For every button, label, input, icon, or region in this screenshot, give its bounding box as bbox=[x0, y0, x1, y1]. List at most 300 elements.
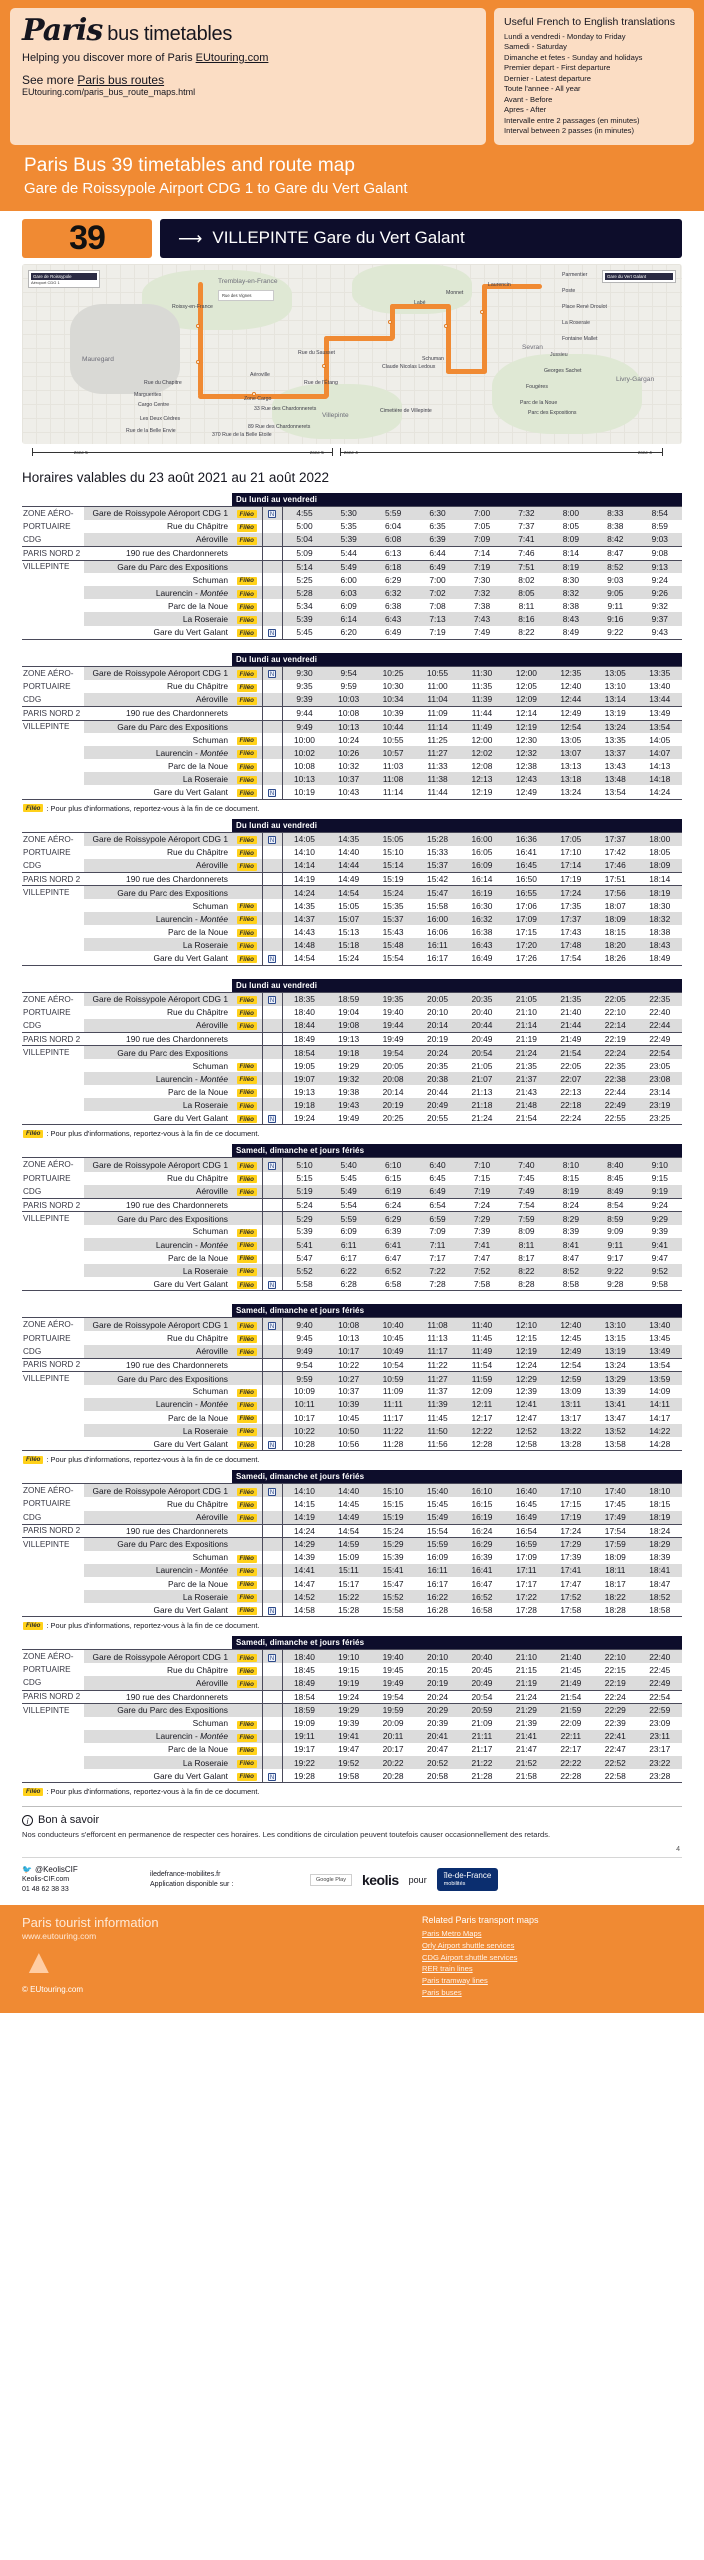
departure-time-cell: 7:32 bbox=[504, 506, 548, 520]
noctilien-badge-cell bbox=[262, 533, 282, 547]
departure-time-cell: 21:07 bbox=[460, 1072, 504, 1085]
departure-time-cell: 17:47 bbox=[549, 1577, 593, 1590]
fileo-badge-cell bbox=[232, 1676, 262, 1690]
departure-time-cell: 16:41 bbox=[504, 846, 548, 859]
departure-time-cell: 20:05 bbox=[415, 992, 459, 1006]
departure-time-cell: 8:22 bbox=[504, 626, 548, 640]
departure-time-cell: 19:38 bbox=[326, 1085, 370, 1098]
departure-time-cell: 20:24 bbox=[415, 1046, 459, 1059]
zone-cell bbox=[22, 1085, 84, 1098]
table-row bbox=[22, 1032, 682, 1046]
departure-time-cell: 9:19 bbox=[638, 1185, 683, 1199]
table-row bbox=[22, 1704, 682, 1717]
table-row bbox=[22, 859, 682, 873]
fileo-badge: Filéo bbox=[237, 1009, 257, 1017]
departure-time-cell: 22:22 bbox=[549, 1756, 593, 1769]
departure-time-cell: 7:52 bbox=[460, 1264, 504, 1277]
departure-time-cell: 10:17 bbox=[282, 1411, 326, 1424]
departure-time-cell: 16:43 bbox=[460, 938, 504, 951]
stop-name-cell: Gare du Vert Galant bbox=[84, 626, 232, 640]
fileo-badge-cell bbox=[232, 1437, 262, 1451]
twitter-row[interactable] bbox=[22, 1864, 140, 1875]
map-stop-label: Schuman bbox=[422, 355, 444, 362]
departure-time-cell: 16:17 bbox=[415, 951, 459, 965]
departure-time-cell: 20:15 bbox=[415, 1663, 459, 1676]
zone-cell: PARIS NORD 2 bbox=[22, 1032, 84, 1046]
related-link[interactable]: Paris tramway lines bbox=[422, 1976, 488, 1986]
departure-time-cell: 13:07 bbox=[549, 746, 593, 759]
route-number-badge: 39 bbox=[22, 219, 152, 258]
table-spacer bbox=[22, 970, 682, 979]
zone-cell: VILLEPINTE bbox=[22, 720, 84, 733]
departure-time-cell: 13:35 bbox=[638, 666, 683, 680]
fileo-badge-cell bbox=[232, 1551, 262, 1564]
departure-time-cell: 7:41 bbox=[460, 1238, 504, 1251]
route-map[interactable] bbox=[22, 264, 682, 444]
stop-name-cell: 190 rue des Chardonnerets bbox=[84, 1524, 232, 1538]
departure-time-cell: 14:18 bbox=[638, 772, 683, 785]
zone-cell: VILLEPINTE bbox=[22, 1538, 84, 1551]
departure-time-cell: 20:19 bbox=[415, 1676, 459, 1690]
departure-time-cell: 12:38 bbox=[504, 759, 548, 772]
departure-time-cell: 6:29 bbox=[371, 1212, 415, 1225]
departure-time-cell: 9:29 bbox=[638, 1212, 683, 1225]
fileo-footnote-text: : Pour plus d'informations, reportez-vous à la fin de ce document. bbox=[46, 803, 260, 813]
noctilien-badge-cell bbox=[262, 1650, 282, 1664]
departure-time-cell: 6:17 bbox=[326, 1251, 370, 1264]
map-stop-label: Fougères bbox=[526, 383, 548, 390]
departure-time-cell: 8:47 bbox=[549, 1251, 593, 1264]
departure-time-cell: 9:22 bbox=[593, 626, 637, 640]
fileo-badge-cell bbox=[232, 925, 262, 938]
fileo-badge: Filéo bbox=[237, 697, 257, 705]
paris-bus-routes-link[interactable]: Paris bus routes bbox=[77, 73, 165, 87]
departure-time-cell: 19:18 bbox=[326, 1046, 370, 1059]
departure-time-cell: 6:44 bbox=[415, 546, 459, 560]
departure-time-cell: 7:08 bbox=[415, 599, 459, 612]
noctilien-badge-cell bbox=[262, 1484, 282, 1498]
departure-time-cell: 12:17 bbox=[460, 1411, 504, 1424]
departure-time-cell: 10:13 bbox=[282, 772, 326, 785]
noctilien-icon: N bbox=[269, 956, 275, 963]
departure-time-cell: 21:54 bbox=[504, 1111, 548, 1125]
departure-time-cell: 13:40 bbox=[638, 1318, 683, 1332]
departure-time-cell: 9:17 bbox=[593, 1251, 637, 1264]
departure-time-cell: 12:43 bbox=[504, 772, 548, 785]
fileo-badge: Filéo bbox=[237, 863, 257, 871]
stop-name-cell: La Roseraie bbox=[84, 1098, 232, 1111]
departure-time-cell: 21:44 bbox=[549, 1019, 593, 1033]
departure-time-cell: 14:47 bbox=[282, 1577, 326, 1590]
fileo-badge-cell bbox=[232, 1385, 262, 1398]
departure-time-cell: 17:15 bbox=[504, 925, 548, 938]
departure-time-cell: 14:48 bbox=[282, 938, 326, 951]
departure-time-cell: 22:49 bbox=[638, 1676, 683, 1690]
departure-time-cell: 6:41 bbox=[371, 1238, 415, 1251]
departure-time-cell: 22:05 bbox=[593, 992, 637, 1006]
departure-time-cell: 10:09 bbox=[282, 1385, 326, 1398]
map-stop-label: Marguerites bbox=[134, 391, 162, 398]
noctilien-badge-cell bbox=[262, 1437, 282, 1451]
route-bar-wrap bbox=[0, 211, 704, 258]
map-place-label: Livry-Gargan bbox=[616, 375, 655, 383]
stop-name-cell: Schuman bbox=[84, 899, 232, 912]
related-link[interactable]: Paris Metro Maps bbox=[422, 1928, 482, 1938]
departure-time-cell: 11:33 bbox=[415, 759, 459, 772]
zone-cell: PARIS NORD 2 bbox=[22, 1358, 84, 1372]
zone-cell: PORTUAIRE bbox=[22, 1663, 84, 1676]
idfm-website[interactable]: iledefrance-mobilites.fr bbox=[150, 1870, 221, 1878]
departure-time-cell: 7:00 bbox=[415, 573, 459, 586]
departure-time-cell: 15:40 bbox=[415, 1484, 459, 1498]
departure-time-cell: 16:17 bbox=[415, 1577, 459, 1590]
departure-time-cell: 9:05 bbox=[593, 586, 637, 599]
departure-time-cell: 6:35 bbox=[415, 520, 459, 533]
departure-time-cell: 18:54 bbox=[282, 1690, 326, 1704]
table-row bbox=[22, 1372, 682, 1385]
departure-time-cell: 8:05 bbox=[549, 520, 593, 533]
departure-time-cell: 6:22 bbox=[326, 1264, 370, 1277]
banner-subtitle[interactable]: www.eutouring.com bbox=[22, 1930, 97, 1941]
departure-time-cell: 14:37 bbox=[282, 912, 326, 925]
departure-time-cell: 22:10 bbox=[593, 1650, 637, 1664]
day-header-spacer bbox=[22, 1636, 232, 1650]
departure-time-cell: 23:28 bbox=[638, 1769, 683, 1783]
departure-time-cell: 5:40 bbox=[326, 1158, 370, 1172]
departure-time-cell: 19:29 bbox=[326, 1704, 370, 1717]
fileo-badge-cell bbox=[232, 1006, 262, 1019]
departure-time-cell: 18:29 bbox=[638, 1538, 683, 1551]
fileo-badge: Filéo bbox=[237, 629, 257, 637]
departure-time-cell: 19:08 bbox=[326, 1019, 370, 1033]
departure-time-cell: 8:52 bbox=[549, 1264, 593, 1277]
stop-name-cell: Aéroville bbox=[84, 1511, 232, 1525]
departure-time-cell: 13:54 bbox=[638, 720, 683, 733]
table-row bbox=[22, 560, 682, 573]
zone-cell: VILLEPINTE bbox=[22, 1212, 84, 1225]
stop-name-cell: La Roseraie bbox=[84, 772, 232, 785]
departure-time-cell: 20:25 bbox=[371, 1111, 415, 1125]
departure-time-cell: 7:47 bbox=[460, 1251, 504, 1264]
departure-time-cell: 18:22 bbox=[593, 1590, 637, 1603]
departure-time-cell: 6:54 bbox=[415, 1198, 459, 1212]
departure-time-cell: 5:10 bbox=[282, 1158, 326, 1172]
departure-time-cell: 19:24 bbox=[282, 1111, 326, 1125]
departure-time-cell: 23:19 bbox=[638, 1098, 683, 1111]
keolis-website[interactable]: Keolis-CIF.com bbox=[22, 1876, 70, 1884]
departure-time-cell: 19:09 bbox=[282, 1717, 326, 1730]
departure-time-cell: 15:13 bbox=[326, 925, 370, 938]
map-stop-label: Georges Sachet bbox=[544, 367, 582, 374]
departure-time-cell: 11:40 bbox=[460, 1318, 504, 1332]
stop-name-cell: Parc de la Noue bbox=[84, 1743, 232, 1756]
departure-time-cell: 7:40 bbox=[504, 1158, 548, 1172]
departure-time-cell: 22:19 bbox=[593, 1032, 637, 1046]
departure-time-cell: 8:49 bbox=[549, 626, 593, 640]
departure-time-cell: 14:05 bbox=[282, 832, 326, 846]
day-label: Du lundi au vendredi bbox=[232, 653, 682, 667]
departure-time-cell: 15:05 bbox=[326, 899, 370, 912]
departure-time-cell: 5:25 bbox=[282, 573, 326, 586]
departure-time-cell: 13:24 bbox=[593, 1358, 637, 1372]
departure-time-cell: 18:09 bbox=[593, 1551, 637, 1564]
departure-time-cell: 7:22 bbox=[415, 1264, 459, 1277]
departure-time-cell: 10:45 bbox=[371, 1331, 415, 1344]
departure-time-cell: 22:10 bbox=[593, 1006, 637, 1019]
fileo-badge-cell bbox=[232, 1704, 262, 1717]
departure-time-cell: 12:49 bbox=[504, 785, 548, 799]
stop-name-cell: Gare du Parc des Expositions bbox=[84, 720, 232, 733]
departure-time-cell: 18:19 bbox=[638, 886, 683, 899]
departure-time-cell: 6:00 bbox=[326, 573, 370, 586]
related-link[interactable]: RER train lines bbox=[422, 1964, 473, 1974]
stop-name-cell: Laurencin - Montée bbox=[84, 912, 232, 925]
zone-cell: CDG bbox=[22, 1185, 84, 1199]
table-row bbox=[22, 1212, 682, 1225]
noctilien-badge-cell bbox=[262, 1511, 282, 1525]
departure-time-cell: 19:29 bbox=[326, 1059, 370, 1072]
departure-time-cell: 6:03 bbox=[326, 586, 370, 599]
departure-time-cell: 18:15 bbox=[638, 1497, 683, 1510]
stop-name-cell: Rue du Châpitre bbox=[84, 1006, 232, 1019]
banner-copyright: © EUtouring.com bbox=[22, 1984, 84, 1994]
departure-time-cell: 19:10 bbox=[326, 1650, 370, 1664]
fileo-badge-cell bbox=[232, 1059, 262, 1072]
departure-time-cell: 5:34 bbox=[282, 599, 326, 612]
departure-time-cell: 20:47 bbox=[415, 1743, 459, 1756]
related-link[interactable]: Paris buses bbox=[422, 1987, 462, 1997]
stop-name-cell: Gare du Parc des Expositions bbox=[84, 1372, 232, 1385]
brand-script-text: Paris bbox=[22, 13, 103, 48]
table-row bbox=[22, 1158, 682, 1172]
see-more-url: EUtouring.com/paris_bus_route_maps.html bbox=[22, 87, 196, 97]
departure-time-cell: 13:39 bbox=[593, 1385, 637, 1398]
departure-time-cell: 11:08 bbox=[415, 1318, 459, 1332]
fileo-badge-cell bbox=[232, 992, 262, 1006]
departure-time-cell: 15:19 bbox=[371, 1511, 415, 1525]
departure-time-cell: 14:14 bbox=[282, 859, 326, 873]
departure-time-cell: 9:37 bbox=[638, 612, 683, 625]
noctilien-icon: N bbox=[269, 998, 275, 1005]
departure-time-cell: 10:59 bbox=[371, 1372, 415, 1385]
departure-time-cell: 19:19 bbox=[326, 1676, 370, 1690]
departure-time-cell: 22:05 bbox=[549, 1059, 593, 1072]
table-row bbox=[22, 1717, 682, 1730]
departure-time-cell: 15:18 bbox=[326, 938, 370, 951]
departure-time-cell: 20:49 bbox=[460, 1032, 504, 1046]
keolis-footer bbox=[22, 1857, 682, 1901]
departure-time-cell: 11:39 bbox=[415, 1398, 459, 1411]
fileo-badge-cell bbox=[232, 759, 262, 772]
departure-time-cell: 21:40 bbox=[549, 1006, 593, 1019]
departure-time-cell: 22:55 bbox=[593, 1111, 637, 1125]
departure-time-cell: 10:56 bbox=[326, 1437, 370, 1451]
noctilien-badge-cell bbox=[262, 1358, 282, 1372]
map-stop-label: 89 Rue des Chardonnerets bbox=[248, 423, 311, 430]
departure-time-cell: 14:19 bbox=[282, 1511, 326, 1525]
departure-time-cell: 9:28 bbox=[593, 1277, 637, 1291]
departure-time-cell: 7:24 bbox=[460, 1198, 504, 1212]
banner-right bbox=[422, 1915, 682, 1999]
zone-cell bbox=[22, 1111, 84, 1125]
map-stop-label: Rue du Sausset bbox=[298, 349, 335, 356]
departure-time-cell: 8:42 bbox=[593, 533, 637, 547]
departure-time-cell: 21:05 bbox=[460, 1059, 504, 1072]
fileo-badge-cell bbox=[232, 706, 262, 720]
departure-time-cell: 21:13 bbox=[460, 1085, 504, 1098]
departure-time-cell: 6:18 bbox=[371, 560, 415, 573]
departure-time-cell: 15:07 bbox=[326, 912, 370, 925]
departure-time-cell: 18:05 bbox=[638, 846, 683, 859]
departure-time-cell: 12:29 bbox=[504, 1372, 548, 1385]
departure-time-cell: 17:20 bbox=[504, 938, 548, 951]
departure-time-cell: 20:44 bbox=[415, 1085, 459, 1098]
departure-time-cell: 16:00 bbox=[460, 832, 504, 846]
keolis-logo: keolis bbox=[361, 1871, 399, 1888]
related-link[interactable]: Orly Airport shuttle services bbox=[422, 1940, 515, 1950]
see-more-prefix: See more bbox=[22, 73, 78, 87]
departure-time-cell: 15:48 bbox=[371, 938, 415, 951]
eutouring-link[interactable]: EUtouring.com bbox=[195, 52, 269, 64]
departure-time-cell: 21:24 bbox=[460, 1111, 504, 1125]
departure-time-cell: 16:45 bbox=[504, 1497, 548, 1510]
zone-cell bbox=[22, 1437, 84, 1451]
noctilien-badge-cell bbox=[262, 1676, 282, 1690]
departure-time-cell: 13:43 bbox=[593, 759, 637, 772]
departure-time-cell: 15:24 bbox=[371, 1524, 415, 1538]
departure-time-cell: 22:44 bbox=[638, 1019, 683, 1033]
zone-cell bbox=[22, 1743, 84, 1756]
departure-time-cell: 18:07 bbox=[593, 899, 637, 912]
timetable bbox=[22, 1144, 682, 1291]
map-end-box bbox=[602, 270, 676, 283]
departure-time-cell: 16:14 bbox=[460, 872, 504, 886]
translation-line: Samedi - Saturday bbox=[504, 42, 567, 52]
departure-time-cell: 6:45 bbox=[415, 1172, 459, 1185]
twitter-handle[interactable]: @KeolisCIF bbox=[34, 1865, 78, 1875]
departure-time-cell: 10:44 bbox=[371, 720, 415, 733]
departure-time-cell: 12:39 bbox=[504, 1385, 548, 1398]
table-row bbox=[22, 832, 682, 846]
fileo-badge-cell bbox=[232, 1730, 262, 1743]
good-to-know-block bbox=[22, 1806, 682, 1840]
departure-time-cell: 10:55 bbox=[415, 666, 459, 680]
zone-cell bbox=[22, 573, 84, 586]
zone-cell: ZONE AÉRO- bbox=[22, 1484, 84, 1498]
zone-cell bbox=[22, 1098, 84, 1111]
departure-time-cell: 14:49 bbox=[326, 1511, 370, 1525]
departure-time-cell: 14:13 bbox=[638, 759, 683, 772]
translation-line: Premier depart - First departure bbox=[504, 63, 611, 73]
departure-time-cell: 5:44 bbox=[326, 546, 370, 560]
noctilien-badge-cell bbox=[262, 1111, 282, 1125]
stop-name-cell: 190 rue des Chardonnerets bbox=[84, 546, 232, 560]
departure-time-cell: 16:09 bbox=[415, 1551, 459, 1564]
table-row bbox=[22, 506, 682, 520]
departure-time-cell: 21:28 bbox=[460, 1769, 504, 1783]
departure-time-cell: 5:49 bbox=[326, 1185, 370, 1199]
zone-cell: PARIS NORD 2 bbox=[22, 706, 84, 720]
table-row bbox=[22, 1345, 682, 1359]
fileo-badge: Filéo bbox=[237, 1022, 257, 1030]
fileo-badge-cell bbox=[232, 1756, 262, 1769]
noctilien-badge-cell bbox=[262, 1225, 282, 1238]
departure-time-cell: 10:49 bbox=[371, 1345, 415, 1359]
departure-time-cell: 6:58 bbox=[371, 1277, 415, 1291]
departure-time-cell: 9:58 bbox=[638, 1277, 683, 1291]
fileo-badge-cell bbox=[232, 1663, 262, 1676]
zone-cell: PARIS NORD 2 bbox=[22, 546, 84, 560]
table-row bbox=[22, 1663, 682, 1676]
zone-cell: PORTUAIRE bbox=[22, 846, 84, 859]
departure-time-cell: 11:03 bbox=[371, 759, 415, 772]
departure-time-cell: 18:58 bbox=[638, 1603, 683, 1617]
fileo-badge-cell bbox=[232, 846, 262, 859]
departure-time-cell: 17:37 bbox=[593, 832, 637, 846]
departure-time-cell: 11:25 bbox=[415, 733, 459, 746]
noctilien-badge-cell bbox=[262, 992, 282, 1006]
departure-time-cell: 11:08 bbox=[371, 772, 415, 785]
idf-main-text: île-de-France bbox=[443, 1871, 492, 1881]
stop-name-cell: Aéroville bbox=[84, 859, 232, 873]
timetable bbox=[22, 493, 682, 640]
noctilien-badge-cell bbox=[262, 626, 282, 640]
departure-time-cell: 16:41 bbox=[460, 1564, 504, 1577]
fileo-badge-cell bbox=[232, 1564, 262, 1577]
fileo-badge: Filéo bbox=[237, 1488, 257, 1496]
departure-time-cell: 19:39 bbox=[326, 1717, 370, 1730]
noctilien-icon: N bbox=[269, 1282, 275, 1289]
day-label: Samedi, dimanche et jours fériés bbox=[232, 1144, 682, 1158]
stop-name-cell: Aéroville bbox=[84, 1185, 232, 1199]
banner-title: Paris tourist information bbox=[22, 1914, 159, 1930]
noctilien-badge-cell bbox=[262, 1006, 282, 1019]
fileo-badge: Filéo bbox=[237, 1076, 257, 1084]
noctilien-badge-cell bbox=[262, 846, 282, 859]
departure-time-cell: 11:54 bbox=[460, 1358, 504, 1372]
departure-time-cell: 19:59 bbox=[371, 1704, 415, 1717]
related-link[interactable]: CDG Airport shuttle services bbox=[422, 1952, 518, 1962]
table-row bbox=[22, 599, 682, 612]
fileo-badge: Filéo bbox=[237, 849, 257, 857]
departure-time-cell: 15:05 bbox=[371, 832, 415, 846]
fileo-badge: Filéo bbox=[237, 1188, 257, 1196]
google-play-badge[interactable]: Google Play bbox=[310, 1874, 352, 1886]
departure-time-cell: 11:11 bbox=[371, 1398, 415, 1411]
fileo-badge: Filéo bbox=[237, 1667, 257, 1675]
noctilien-badge-cell bbox=[262, 872, 282, 886]
table-row bbox=[22, 1238, 682, 1251]
departure-time-cell: 7:49 bbox=[504, 1185, 548, 1199]
departure-time-cell: 21:18 bbox=[460, 1098, 504, 1111]
stop-name-cell: Schuman bbox=[84, 1717, 232, 1730]
departure-time-cell: 10:11 bbox=[282, 1398, 326, 1411]
stop-name-cell: Gare de Roissypole Aéroport CDG 1 bbox=[84, 832, 232, 846]
noctilien-badge-cell bbox=[262, 1172, 282, 1185]
stop-name-cell: Schuman bbox=[84, 1059, 232, 1072]
departure-time-cell: 20:49 bbox=[460, 1676, 504, 1690]
departure-time-cell: 9:15 bbox=[638, 1172, 683, 1185]
departure-time-cell: 10:34 bbox=[371, 693, 415, 707]
departure-time-cell: 17:05 bbox=[549, 832, 593, 846]
timetable bbox=[22, 1636, 682, 1783]
departure-time-cell: 9:11 bbox=[593, 599, 637, 612]
departure-time-cell: 14:24 bbox=[638, 785, 683, 799]
departure-time-cell: 12:11 bbox=[460, 1398, 504, 1411]
departure-time-cell: 20:41 bbox=[415, 1730, 459, 1743]
departure-time-cell: 5:52 bbox=[282, 1264, 326, 1277]
table-row bbox=[22, 1424, 682, 1437]
